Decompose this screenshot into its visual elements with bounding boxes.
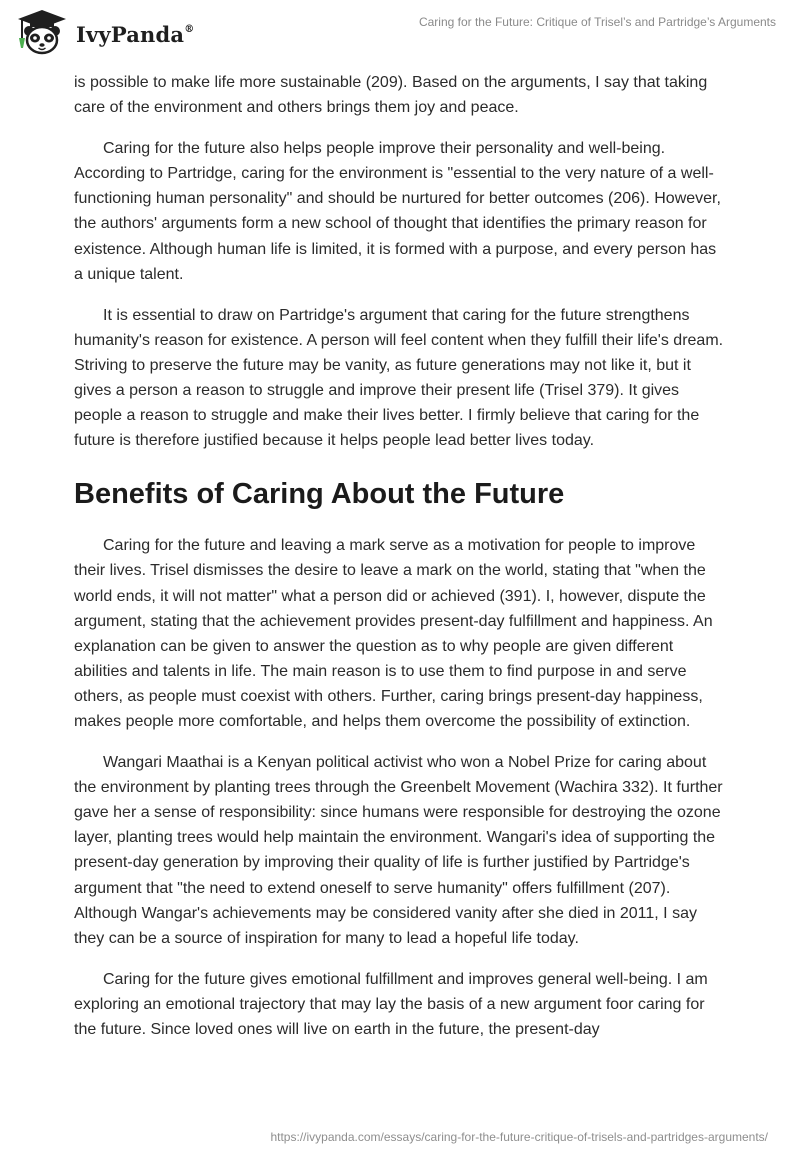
page-header xyxy=(0,0,800,62)
registered-mark: ® xyxy=(184,23,195,35)
section-heading: Benefits of Caring About the Future xyxy=(74,478,565,511)
paragraph-emotional: Caring for the future gives emotional fulfillment and improves general well-being. I am exploring an emotional trajectory that may lay the basis of a new argument foor caring for the future. Since loved ones will live on earth in the future, the present-day xyxy=(74,970,708,1038)
logo-text: IvyPanda xyxy=(76,21,185,47)
paragraph-personality: Caring for the future also helps people improve their personality and well-being. According to Partridge, caring for the environment is "essential to the very nature of a well-functioning human personality" and should be nurtured for better outcomes (206). However, the authors' arguments form a new school of thought that identifies the primary reason for existence. Although human life is limited, it is formed with a purpose, and every person has a unique talent. xyxy=(74,140,721,283)
document-title: Caring for the Future: Critique of Trisel’s and Partridge’s Arguments xyxy=(418,15,776,29)
paragraph-continuation: is possible to make life more sustainable (209). Based on the arguments, I say that taking care of the environment and others brings them joy and peace. xyxy=(74,74,708,117)
paragraph-existence: It is essential to draw on Partridge's argument that caring for the future strengthens humanity's reason for existence. A person will feel content when they fulfill their life's dream. Striving to preserve the future may be vanity, as future generations may not like it, but it gives a person a reason to struggle and improve their present life (Trisel 379). It gives people a reason to struggle and make their lives better. I firmly believe that caring for the future is therefore justified because it helps people lead better lives today. xyxy=(74,306,724,450)
panda-graduate-icon xyxy=(14,8,70,56)
paragraph-motivation: Caring for the future and leaving a mark serve as a motivation for people to improve their lives. Trisel dismisses the desire to leave a mark on the world, stating that "when the world ends, it will not matter" what a person did or achieved (391). I, however, dispute the argument, stating that the achievement provides present-day fulfillment and happiness. An explanation can be given to answer the question as to why people are given different abilities and talents in life. The main reason is to use them to find purpose in and serve others, as people must coexist with others. Further, caring brings present-day happiness, makes people more comfortable, and helps them overcome the possibility of extinction. xyxy=(74,537,713,730)
source-url[interactable]: https://ivypanda.com/essays/caring-for-the-future-critique-of-trisels-and-partridges-arguments/ xyxy=(270,1130,768,1144)
paragraph-maathai: Wangari Maathai is a Kenyan political activist who won a Nobel Prize for caring about the environment by planting trees through the Greenbelt Movement (Wachira 332). It further gave her a sense of responsibility: since humans were responsible for destroying the ozone layer, planting trees would help maintain the environment. Wangari's idea of supporting the present-day generation by improving their quality of life is further justified by Partridge's argument that "the need to extend oneself to serve humanity" offers fulfillment (207). Although Wangar's achievements may be considered vanity after she died in 2011, I say they can be a source of inspiration for many to lead a hopeful life today. xyxy=(74,754,723,947)
logo-wordmark xyxy=(76,22,194,47)
logo[interactable] xyxy=(14,8,194,56)
essay-body xyxy=(74,70,728,1058)
